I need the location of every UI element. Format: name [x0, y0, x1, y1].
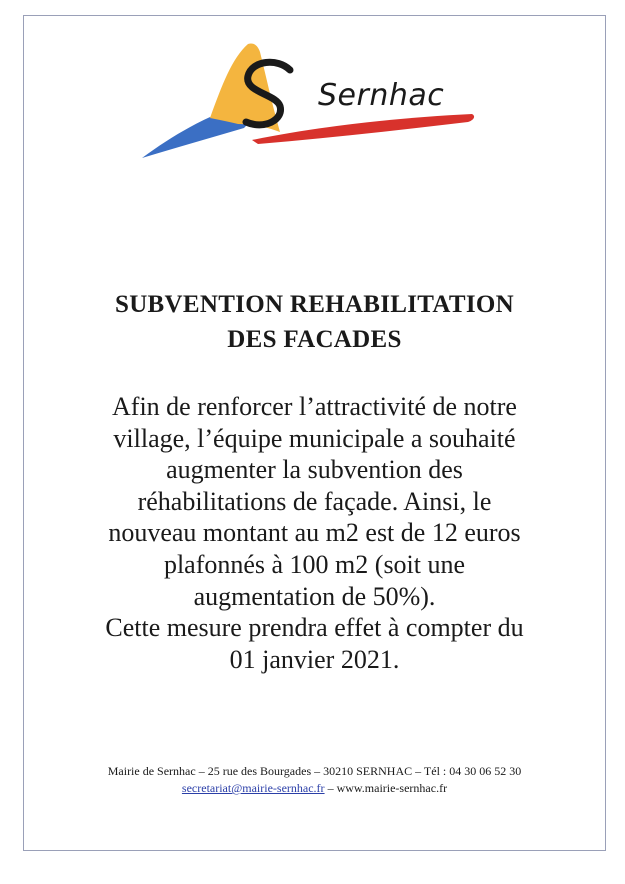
- body-line: Cette mesure prendra effet à compter du: [105, 613, 524, 643]
- sernhac-logo: [140, 40, 476, 162]
- body-line: augmenter la subvention des: [166, 455, 463, 485]
- title-line-2: DES FACADES: [227, 326, 402, 353]
- body-line: Afin de renforcer l’attractivité de notre: [112, 392, 517, 421]
- website-text: www.mairie-sernhac.fr: [336, 781, 448, 795]
- body-line: nouveau montant au m2 est de 12 euros: [108, 518, 521, 548]
- body-line: plafonnés à 100 m2 (soit une: [163, 549, 466, 579]
- body-line: réhabilitations de façade. Ainsi, le: [137, 486, 492, 516]
- page-title: [23, 287, 606, 357]
- footer-contact: [23, 780, 606, 797]
- title-line-1: SUBVENTION REHABILITATION: [114, 291, 515, 318]
- page-footer: [23, 763, 606, 797]
- email-link[interactable]: secretariat@mairie-sernhac.fr: [181, 781, 325, 795]
- footer-separator: –: [324, 781, 337, 795]
- announcement-body: [23, 391, 606, 675]
- body-line: 01 janvier 2021.: [229, 644, 400, 674]
- body-line: augmentation de 50%).: [193, 581, 436, 611]
- footer-address: Mairie de Sernhac – 25 rue des Bourgades – 30210 SERNHAC – Tél : 04 30 06 52 30: [107, 764, 522, 778]
- logo-wordmark: Sernhac: [318, 78, 445, 113]
- body-line: village, l’équipe municipale a souhaité: [113, 423, 516, 453]
